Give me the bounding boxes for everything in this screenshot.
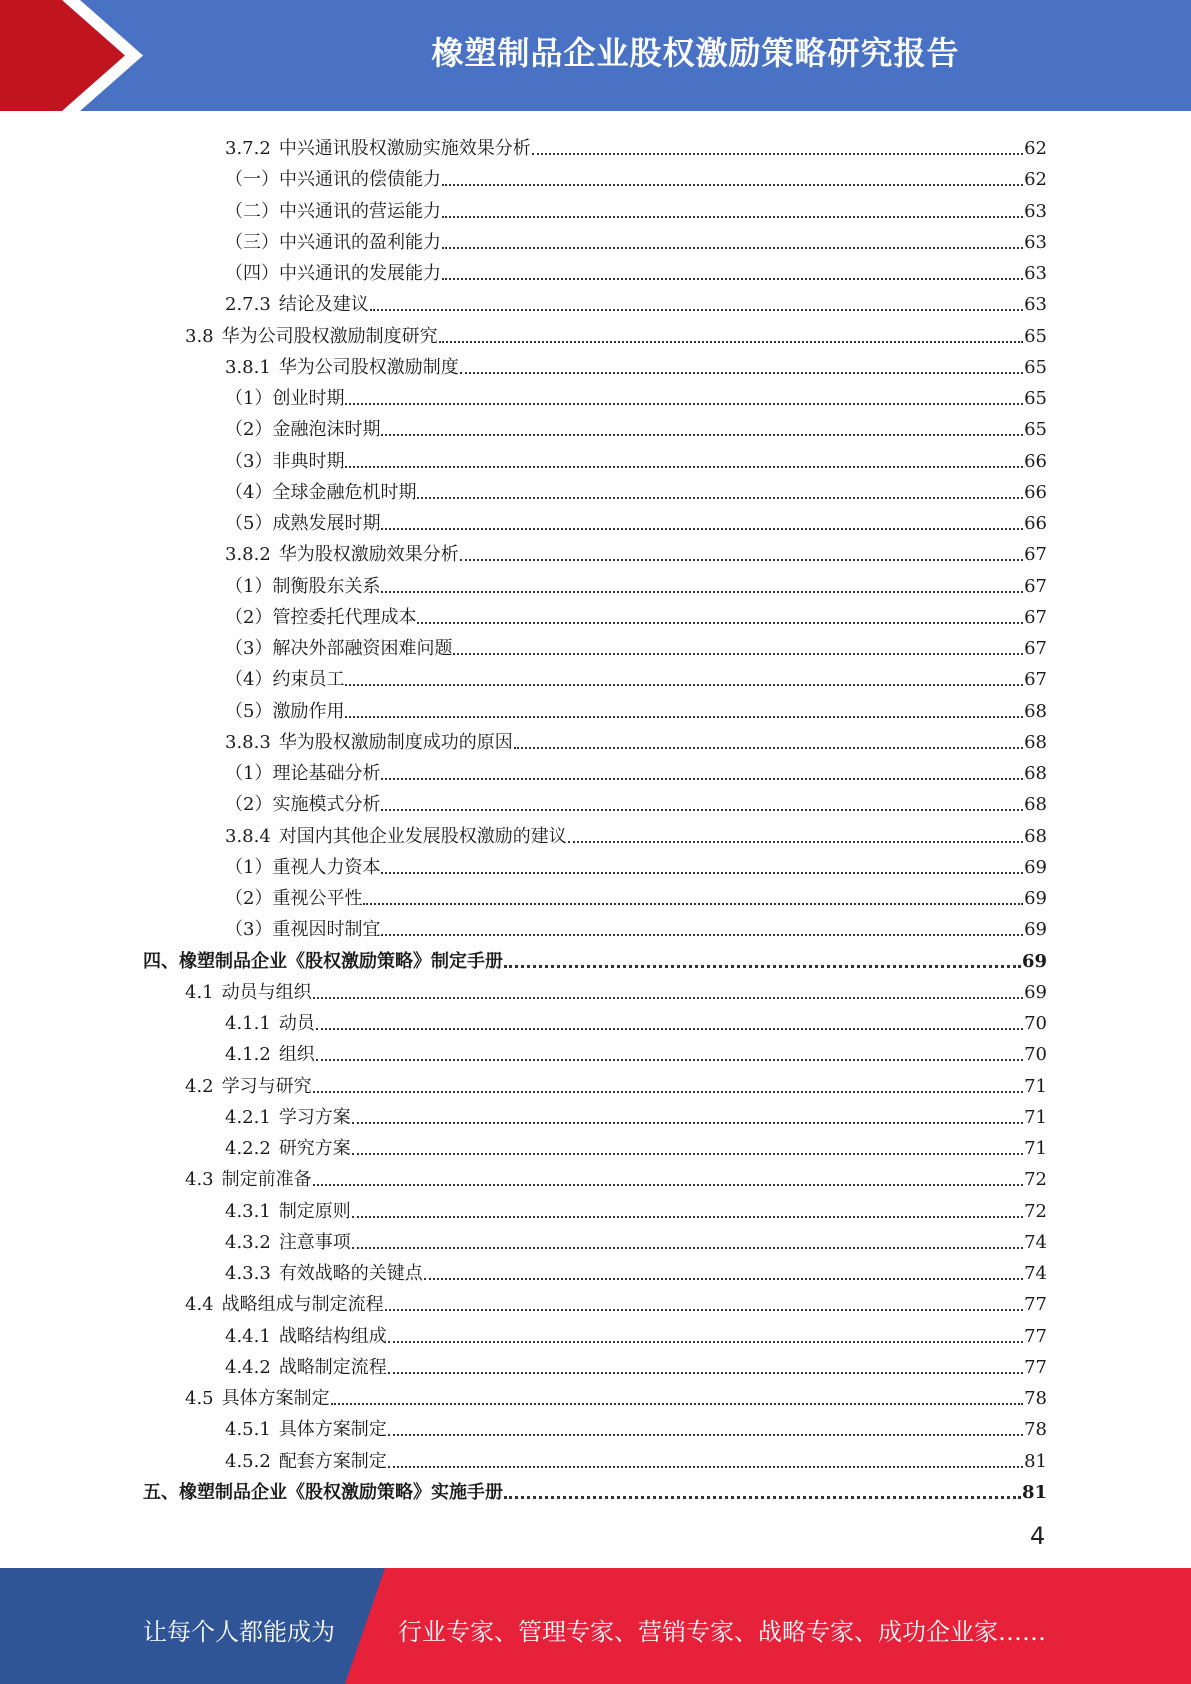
footer-slogan-left: 让每个人都能成为 (143, 1618, 335, 1646)
toc-entry-page: 69 (1021, 950, 1047, 972)
toc-entry-page: 66 (1024, 481, 1047, 503)
toc-dot-leader (381, 778, 1023, 780)
toc-entry-page: 68 (1024, 825, 1047, 847)
toc-entry-page: 67 (1024, 638, 1047, 659)
toc-dot-leader (504, 1496, 1021, 1499)
toc-entry[interactable] (225, 879, 1047, 910)
toc-entry[interactable] (185, 973, 1047, 1004)
toc-entry-title: 战略结构组成 (278, 1325, 387, 1347)
toc-dot-leader (532, 153, 1023, 155)
toc-entry-title: 具体方案制定 (221, 1388, 330, 1409)
toc-entry[interactable] (225, 129, 1047, 160)
toc-dot-leader (313, 1184, 1023, 1186)
toc-entry-page: 68 (1024, 700, 1047, 722)
toc-entry[interactable] (225, 348, 1047, 379)
toc-entry-number: 4.4.2 (225, 1356, 271, 1378)
toc-dot-leader (381, 434, 1023, 436)
toc-entry[interactable] (225, 160, 1047, 191)
toc-entry-title: 制定原则 (278, 1200, 351, 1222)
toc-entry[interactable] (143, 942, 1047, 973)
toc-entry-page: 81 (1021, 1481, 1047, 1503)
toc-dot-leader (417, 622, 1023, 624)
toc-dot-leader (388, 1466, 1023, 1468)
toc-entry-title: 组织 (278, 1044, 315, 1066)
toc-entry-title: （2）管控委托代理成本 (225, 606, 417, 628)
toc-dot-leader (442, 184, 1023, 186)
toc-entry-number: 3.8.4 (225, 825, 271, 847)
toc-entry-page: 81 (1024, 1450, 1047, 1472)
toc-dot-leader (345, 684, 1023, 686)
toc-entry-title: 具体方案制定 (278, 1419, 387, 1441)
toc-entry-title: （一）中兴通讯的偿债能力 (225, 169, 441, 191)
toc-entry-page: 65 (1024, 419, 1047, 441)
toc-entry-number: 4.4 (185, 1294, 214, 1316)
toc-entry-title: 动员与组织 (221, 981, 312, 1003)
toc-dot-leader (460, 372, 1023, 374)
footer-slogan-right: 行业专家、管理专家、营销专家、战略专家、成功企业家…… (398, 1618, 1046, 1646)
toc-entry-page: 72 (1024, 1169, 1047, 1191)
toc-entry-title: （2）金融泡沫时期 (225, 419, 381, 441)
toc-entry-number: 4.1 (185, 981, 214, 1003)
toc-entry-page: 66 (1024, 450, 1047, 472)
toc-entry[interactable] (185, 1067, 1047, 1098)
toc-entry[interactable] (225, 1192, 1047, 1223)
toc-entry-number: 4.2.1 (225, 1106, 271, 1128)
toc-entry-page: 63 (1024, 231, 1047, 253)
toc-entry[interactable] (225, 1098, 1047, 1129)
toc-dot-leader (442, 216, 1023, 218)
toc-entry-title: 五、橡塑制品企业《股权激励策略》实施手册 (143, 1481, 503, 1503)
toc-entry-title: （4）全球金融危机时期 (225, 481, 417, 503)
toc-entry[interactable] (225, 629, 1047, 660)
toc-entry-title: （1）理论基础分析 (225, 763, 381, 784)
toc-dot-leader (381, 591, 1023, 593)
toc-entry-title: 华为公司股权激励制度 (278, 356, 459, 378)
toc-dot-leader (568, 841, 1023, 843)
toc-dot-leader (352, 1153, 1023, 1155)
toc-entry-number: 3.7.2 (225, 138, 271, 159)
toc-dot-leader (385, 1309, 1023, 1311)
toc-entry-number: 4.3.3 (225, 1263, 271, 1284)
toc-entry-number: 4.2.2 (225, 1138, 271, 1159)
toc-entry-page: 71 (1024, 1138, 1047, 1159)
toc-dot-leader (417, 497, 1023, 499)
toc-entry-number: 3.8.2 (225, 544, 271, 566)
toc-entry-title: （2）实施模式分析 (225, 794, 381, 816)
toc-entry[interactable] (225, 1442, 1047, 1473)
toc-entry[interactable] (143, 1473, 1047, 1504)
toc-entry[interactable] (225, 473, 1047, 504)
toc-dot-leader (388, 1372, 1023, 1374)
toc-entry-title: 四、橡塑制品企业《股权激励策略》制定手册 (143, 950, 503, 972)
toc-entry-title: （5）成熟发展时期 (225, 513, 381, 534)
toc-entry-title: 结论及建议 (278, 294, 369, 316)
header-chevron-decoration (0, 0, 160, 111)
toc-entry[interactable] (225, 1254, 1047, 1285)
toc-entry-title: （1）制衡股东关系 (225, 575, 381, 597)
toc-dot-leader (388, 1434, 1023, 1436)
report-title: 橡塑制品企业股权激励策略研究报告 (431, 34, 960, 72)
toc-entry-number: 3.8 (185, 325, 214, 347)
toc-entry[interactable] (185, 317, 1047, 348)
toc-entry-page: 71 (1024, 1075, 1047, 1097)
toc-dot-leader (381, 809, 1023, 811)
toc-entry[interactable] (225, 1317, 1047, 1348)
toc-entry-title: 对国内其他企业发展股权激励的建议 (278, 825, 567, 847)
toc-dot-leader (331, 1403, 1023, 1405)
toc-entry[interactable] (225, 410, 1047, 441)
toc-entry-title: （2）重视公平性 (225, 888, 363, 909)
toc-entry-title: （1）创业时期 (225, 388, 345, 409)
toc-entry-page: 78 (1024, 1419, 1047, 1441)
toc-entry[interactable] (225, 535, 1047, 566)
toc-dot-leader (316, 1028, 1023, 1030)
toc-entry-page: 69 (1024, 981, 1047, 1003)
toc-entry-number: 2.7.3 (225, 294, 271, 316)
toc-entry[interactable] (225, 723, 1047, 754)
toc-dot-leader (345, 403, 1023, 405)
toc-entry-page: 65 (1024, 356, 1047, 378)
toc-entry-number: 4.3.2 (225, 1231, 271, 1253)
toc-entry-page: 78 (1024, 1388, 1047, 1409)
toc-entry-page: 63 (1024, 263, 1047, 284)
toc-entry-page: 62 (1024, 138, 1047, 159)
toc-entry-title: 学习与研究 (221, 1075, 312, 1097)
toc-entry-title: 注意事项 (278, 1231, 351, 1253)
toc-entry[interactable] (185, 1285, 1047, 1316)
toc-entry-title: （3）非典时期 (225, 450, 345, 472)
toc-dot-leader (514, 747, 1023, 749)
toc-dot-leader (381, 872, 1023, 874)
toc-entry-page: 65 (1024, 388, 1047, 409)
toc-entry-title: 华为股权激励制度成功的原因 (278, 731, 513, 753)
toc-entry-title: 配套方案制定 (278, 1450, 387, 1472)
toc-entry-number: 4.5 (185, 1388, 214, 1409)
toc-entry-page: 67 (1024, 575, 1047, 597)
toc-entry-title: （5）激励作用 (225, 700, 345, 722)
toc-dot-leader (460, 559, 1023, 561)
toc-entry[interactable] (225, 442, 1047, 473)
toc-entry-page: 66 (1024, 513, 1047, 534)
toc-entry-page: 70 (1024, 1044, 1047, 1066)
toc-entry-title: 战略组成与制定流程 (221, 1294, 384, 1316)
toc-entry[interactable] (225, 285, 1047, 316)
page-number: 4 (1030, 1522, 1046, 1550)
toc-entry[interactable] (225, 692, 1047, 723)
toc-entry-number: 4.1.1 (225, 1013, 271, 1034)
toc-entry[interactable] (225, 754, 1047, 785)
toc-entry-title: （3）解决外部融资困难问题 (225, 638, 453, 659)
toc-entry-title: （二）中兴通讯的营运能力 (225, 200, 441, 222)
toc-entry-page: 67 (1024, 544, 1047, 566)
toc-entry-number: 4.4.1 (225, 1325, 271, 1347)
toc-entry-title: （3）重视因时制宜 (225, 919, 381, 941)
toc-entry-title: 制定前准备 (221, 1169, 312, 1191)
toc-entry[interactable] (225, 1035, 1047, 1066)
toc-dot-leader (442, 247, 1023, 249)
toc-entry-title: 华为公司股权激励制度研究 (221, 325, 438, 347)
toc-entry-page: 77 (1024, 1294, 1047, 1316)
toc-entry[interactable] (225, 1223, 1047, 1254)
toc-entry[interactable] (225, 1129, 1047, 1160)
toc-entry-page: 69 (1024, 888, 1047, 909)
toc-entry-page: 74 (1024, 1231, 1047, 1253)
toc-entry-page: 68 (1024, 794, 1047, 816)
toc-entry-title: 中兴通讯股权激励实施效果分析 (278, 138, 531, 159)
page-footer (0, 1568, 1191, 1684)
page-header (0, 0, 1191, 111)
toc-dot-leader (424, 1278, 1023, 1280)
toc-entry[interactable] (225, 379, 1047, 410)
toc-entry-page: 62 (1024, 169, 1047, 191)
toc-dot-leader (388, 1341, 1023, 1343)
toc-dot-leader (504, 965, 1021, 968)
toc-entry-number: 4.3 (185, 1169, 214, 1191)
toc-entry-page: 70 (1024, 1013, 1047, 1034)
toc-entry-page: 65 (1024, 325, 1047, 347)
toc-entry-page: 69 (1024, 856, 1047, 878)
toc-dot-leader (439, 341, 1023, 343)
toc-dot-leader (381, 528, 1023, 530)
toc-dot-leader (313, 1091, 1023, 1093)
toc-entry-title: 有效战略的关键点 (278, 1263, 423, 1284)
toc-dot-leader (345, 716, 1023, 718)
toc-dot-leader (381, 934, 1023, 936)
toc-dot-leader (352, 1247, 1023, 1249)
toc-entry[interactable] (185, 1160, 1047, 1191)
toc-dot-leader (316, 1059, 1023, 1061)
toc-entry-page: 72 (1024, 1200, 1047, 1222)
toc-entry[interactable] (225, 567, 1047, 598)
toc-entry[interactable] (225, 254, 1047, 285)
toc-entry[interactable] (225, 504, 1047, 535)
toc-entry[interactable] (225, 785, 1047, 816)
toc-entry[interactable] (225, 192, 1047, 223)
toc-entry[interactable] (225, 1410, 1047, 1441)
toc-entry-number: 4.5.1 (225, 1419, 271, 1441)
toc-entry-number: 4.2 (185, 1075, 214, 1097)
toc-entry-title: 华为股权激励效果分析 (278, 544, 459, 566)
toc-entry-number: 4.1.2 (225, 1044, 271, 1066)
toc-entry-page: 67 (1024, 669, 1047, 691)
toc-dot-leader (370, 309, 1023, 311)
toc-entry-page: 77 (1024, 1325, 1047, 1347)
toc-entry-number: 3.8.1 (225, 356, 271, 378)
toc-entry[interactable] (225, 910, 1047, 941)
toc-entry-page: 74 (1024, 1263, 1047, 1284)
toc-dot-leader (345, 466, 1023, 468)
toc-dot-leader (442, 278, 1023, 280)
toc-entry-title: （三）中兴通讯的盈利能力 (225, 231, 441, 253)
toc-entry[interactable] (225, 1004, 1047, 1035)
toc-entry-page: 68 (1024, 763, 1047, 784)
toc-entry-number: 4.3.1 (225, 1200, 271, 1222)
toc-entry-page: 69 (1024, 919, 1047, 941)
toc-entry-page: 68 (1024, 731, 1047, 753)
toc-entry-title: 研究方案 (278, 1138, 351, 1159)
toc-entry-title: 战略制定流程 (278, 1356, 387, 1378)
toc-entry-page: 77 (1024, 1356, 1047, 1378)
toc-entry[interactable] (225, 223, 1047, 254)
toc-entry-page: 67 (1024, 606, 1047, 628)
toc-entry[interactable] (185, 1379, 1047, 1410)
toc-entry[interactable] (225, 660, 1047, 691)
toc-dot-leader (352, 1122, 1023, 1124)
toc-entry[interactable] (225, 848, 1047, 879)
toc-entry-title: 动员 (278, 1013, 315, 1034)
toc-entry[interactable] (225, 817, 1047, 848)
toc-dot-leader (313, 997, 1023, 999)
toc-entry-page: 63 (1024, 294, 1047, 316)
toc-entry-title: （4）约束员工 (225, 669, 345, 691)
toc-entry-page: 63 (1024, 200, 1047, 222)
toc-entry[interactable] (225, 598, 1047, 629)
toc-entry-title: 学习方案 (278, 1106, 351, 1128)
toc-entry-number: 3.8.3 (225, 731, 271, 753)
toc-entry-title: （四）中兴通讯的发展能力 (225, 263, 441, 284)
toc-entry-number: 4.5.2 (225, 1450, 271, 1472)
toc-dot-leader (352, 1216, 1023, 1218)
toc-entry-title: （1）重视人力资本 (225, 856, 381, 878)
toc-dot-leader (363, 903, 1023, 905)
toc-dot-leader (453, 653, 1023, 655)
toc-entry[interactable] (225, 1348, 1047, 1379)
toc-entry-page: 71 (1024, 1106, 1047, 1128)
